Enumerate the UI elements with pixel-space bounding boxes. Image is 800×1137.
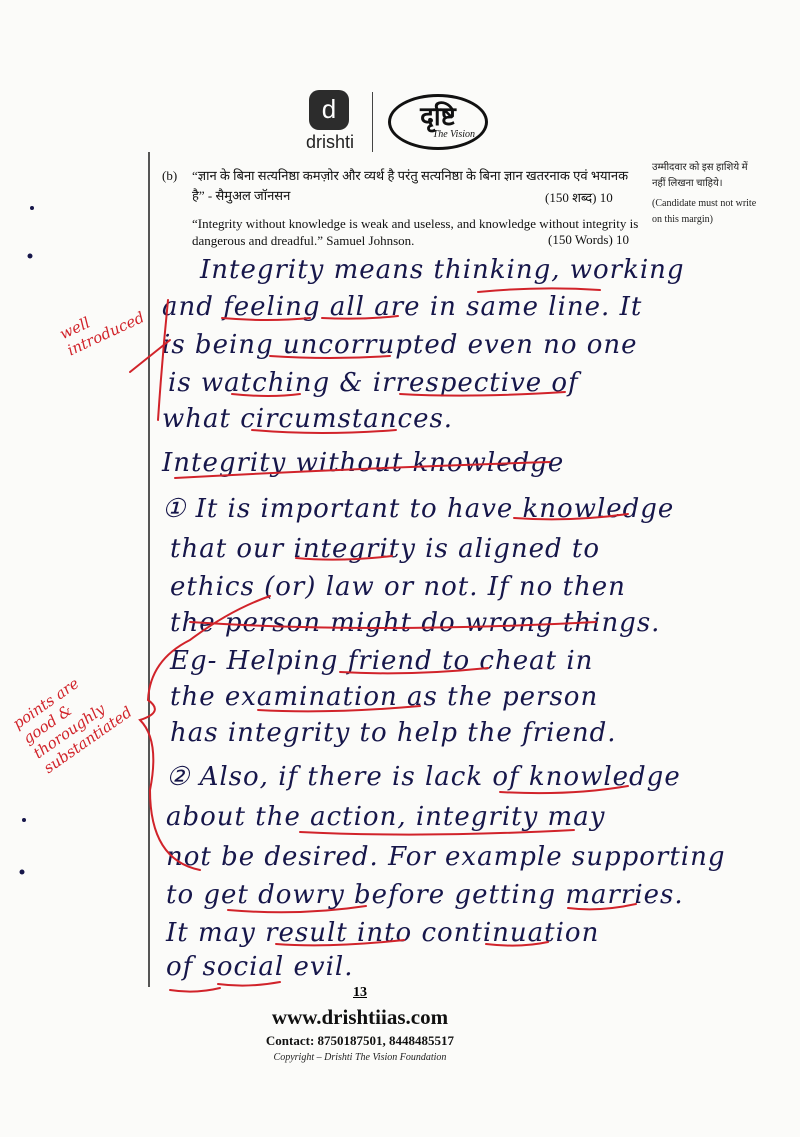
- underline-mark: [222, 318, 310, 320]
- answer-line: Integrity means thinking, working: [200, 255, 685, 285]
- underline-mark: [190, 622, 596, 628]
- answer-line: ② Also, if there is lack of knowledge: [166, 762, 681, 792]
- question-english: “Integrity without knowledge is weak and useless, and knowledge without integrity is dangerous and dreadful.” Samuel Johnson.: [192, 216, 639, 248]
- underline-mark: [486, 942, 548, 946]
- footer-website: www.drishtiias.com: [271, 1005, 449, 1029]
- underline-mark: [270, 356, 390, 358]
- footer-contact: Contact: 8750187501, 8448485517: [265, 1033, 455, 1048]
- underline-mark: [258, 706, 420, 711]
- margin-note-english: (Candidate must not write on this margin): [652, 198, 757, 225]
- answer-line: about the action, integrity may: [166, 802, 606, 832]
- vision-logo-subtext: The Vision: [432, 129, 475, 140]
- answer-subheading: Integrity without knowledge: [162, 448, 565, 478]
- dot-mark: [22, 818, 26, 822]
- underline-mark: [568, 904, 636, 909]
- dot-mark: [30, 206, 34, 210]
- underline-mark: [252, 430, 396, 433]
- question-hindi: “ज्ञान के बिना सत्यनिष्ठा कमज़ोर और व्यर्थ है परंतु सत्यनिष्ठा के बिना ज्ञान खतरनाक एवं भयानक है” - सैमुअल जॉनसन: [192, 168, 629, 203]
- evaluator-comment: well introduced: [56, 308, 148, 360]
- answer-line: has integrity to help the friend.: [170, 718, 617, 748]
- underline-mark: [322, 316, 398, 319]
- drishti-logo-text: drishti: [305, 132, 354, 152]
- answer-line: the examination as the person: [170, 682, 599, 712]
- answer-line: It may result into continuation: [166, 918, 600, 948]
- underline-mark: [300, 830, 574, 835]
- pointer-mark: [130, 340, 170, 372]
- question-hindi-marks: (150 शब्द) 10: [545, 190, 613, 205]
- underline-mark: [340, 668, 488, 673]
- dot-mark: [20, 870, 25, 875]
- answer-line: to get dowry before getting marries.: [166, 880, 684, 910]
- answer-line: the person might do wrong things.: [170, 608, 661, 638]
- answer-line: ethics (or) law or not. If no then: [170, 572, 626, 602]
- underline-mark: [500, 786, 628, 793]
- evaluator-comment: points are good & thoroughly substantiated: [9, 674, 136, 778]
- vision-logo-text: दृष्टि: [420, 102, 456, 132]
- answer-line: not be desired. For example supporting: [166, 842, 726, 872]
- answer-line: is watching & irrespective of: [168, 368, 579, 398]
- underline-mark: [232, 394, 300, 396]
- dot-mark: [28, 254, 33, 259]
- answer-line: Eg- Helping friend to cheat in: [170, 646, 594, 676]
- drishti-logo-icon: d: [309, 90, 349, 130]
- question-english-marks: (150 Words) 10: [548, 232, 630, 247]
- answer-line: what circumstances.: [162, 404, 454, 434]
- margin-note-hindi: उम्मीदवार को इस हाशिये में नहीं लिखना चाहिये।: [652, 162, 748, 189]
- underline-mark: [296, 556, 392, 560]
- underline-mark: [514, 514, 628, 519]
- page-number: 13: [353, 985, 367, 1000]
- underline-mark: [218, 982, 280, 986]
- answer-line: of social evil.: [166, 952, 354, 982]
- answer-line: that our integrity is aligned to: [170, 534, 601, 564]
- underline-mark: [175, 462, 550, 478]
- question-label: (b): [162, 168, 178, 183]
- bracket-mark: [140, 596, 270, 870]
- answer-line: and feeling all are in same line. It: [162, 292, 643, 322]
- underline-mark: [170, 988, 220, 992]
- underline-mark: [276, 940, 404, 945]
- answer-line: is being uncorrupted even no one: [162, 330, 638, 360]
- footer-copyright: Copyright – Drishti The Vision Foundation: [273, 1052, 447, 1063]
- margin-bar-mark: [158, 300, 168, 420]
- underline-mark: [400, 392, 565, 396]
- answer-line: ① It is important to have knowledge: [162, 494, 675, 524]
- underline-mark: [478, 288, 600, 292]
- underline-mark: [228, 906, 366, 912]
